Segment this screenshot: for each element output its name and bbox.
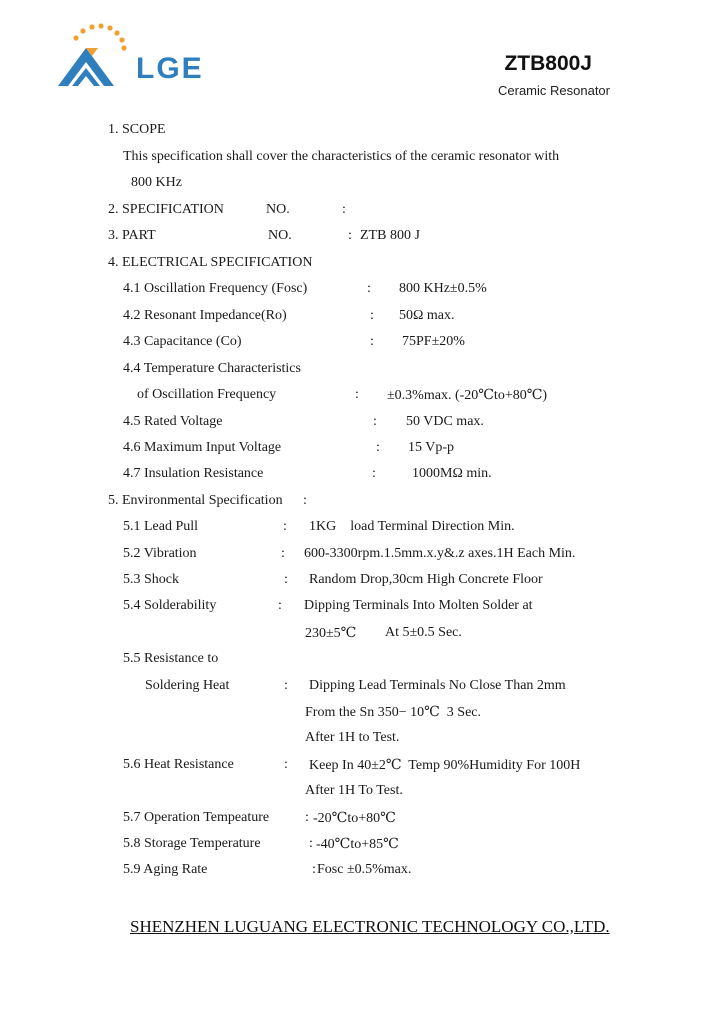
env-row-value: Keep In 40±2℃ Temp 90%Humidity For 100H: [309, 758, 581, 773]
spec-row-colon: :: [373, 414, 377, 429]
env-row-value: 600-3300rpm.1.5mm.x.y&.z axes.1H Each Min.: [304, 546, 576, 561]
environmental-colon: :: [303, 493, 307, 508]
spec-label: 2. SPECIFICATION: [108, 202, 224, 217]
env-row-label: 5.5 Resistance to: [123, 651, 219, 666]
part-value: ZTB 800 J: [360, 228, 420, 243]
env-row-value: After 1H to Test.: [305, 730, 400, 745]
env-row-colon: :: [312, 862, 316, 877]
spec-row-colon: :: [376, 440, 380, 455]
env-row-label: 5.7 Operation Tempeature: [123, 810, 270, 825]
spec-row-label: 4.2 Resonant Impedance(Ro): [123, 308, 287, 323]
env-row-value: Dipping Terminals Into Molten Solder at: [304, 598, 533, 613]
env-row-label: 5.1 Lead Pull: [123, 519, 199, 534]
env-row-value: After 1H To Test.: [305, 783, 403, 798]
scope-heading: 1. SCOPE: [108, 122, 166, 137]
spec-row-colon: :: [367, 281, 371, 296]
spec-row-colon: :: [355, 387, 359, 402]
part-label: 3. PART: [108, 228, 156, 243]
brand-name: LGE: [136, 52, 204, 85]
spec-row-value: 50 VDC max.: [406, 414, 484, 429]
spec-row-value: 1000MΩ min.: [412, 466, 492, 481]
env-row-colon: :: [278, 598, 282, 613]
env-row-colon: :: [281, 546, 285, 561]
env-row-colon: :: [305, 810, 309, 825]
spec-row-colon: :: [370, 334, 374, 349]
spec-row-value: 800 KHz±0.5%: [399, 281, 487, 296]
env-row-value: -20℃to+80℃: [313, 811, 396, 826]
scope-text: 800 KHz: [131, 175, 182, 190]
part-colon: :: [348, 228, 352, 243]
spec-row-value: 50Ω max.: [399, 308, 455, 323]
env-row-value: Fosc ±0.5%max.: [317, 862, 412, 877]
env-row-label: 5.4 Solderability: [123, 598, 217, 613]
company-footer: SHENZHEN LUGUANG ELECTRONIC TECHNOLOGY CO.,LTD.: [130, 917, 610, 936]
spec-no: NO.: [266, 202, 290, 217]
env-row-label: Soldering Heat: [145, 678, 230, 693]
env-row-colon: :: [283, 519, 287, 534]
env-row-label: 5.8 Storage Temperature: [123, 836, 261, 851]
product-code: ZTB800J: [504, 52, 592, 75]
env-row-colon: :: [309, 836, 313, 851]
spec-row-colon: :: [370, 308, 374, 323]
spec-row-value: ±0.3%max. (-20℃to+80℃): [387, 388, 548, 403]
electrical-heading: 4. ELECTRICAL SPECIFICATION: [108, 255, 313, 270]
env-row-value: From the Sn 350− 10℃ 3 Sec.: [305, 705, 481, 720]
env-row-colon: :: [284, 757, 288, 772]
scope-text: This specification shall cover the characteristics of the ceramic resonator with: [123, 149, 560, 164]
spec-row-colon: :: [372, 466, 376, 481]
env-row-label: 5.3 Shock: [123, 572, 179, 587]
env-row-colon: :: [284, 572, 288, 587]
product-subtitle: Ceramic Resonator: [498, 83, 610, 98]
sun-dots: [73, 23, 126, 50]
spec-row-value: 15 Vp-p: [408, 440, 455, 455]
env-row-value: 230±5℃: [305, 626, 357, 641]
env-row-label: 5.9 Aging Rate: [123, 862, 208, 877]
env-row-value: 1KG load Terminal Direction Min.: [309, 519, 515, 534]
spec-row-label: 4.4 Temperature Characteristics: [123, 361, 301, 376]
environmental-heading: 5. Environmental Specification: [108, 493, 283, 508]
spec-row-label: of Oscillation Frequency: [137, 387, 277, 402]
env-row-label: 5.2 Vibration: [123, 546, 197, 561]
env-row-colon: :: [284, 678, 288, 693]
env-row-value: Dipping Lead Terminals No Close Than 2mm: [309, 678, 566, 693]
spec-row-value: 75PF±20%: [402, 334, 465, 349]
spec-row-label: 4.5 Rated Voltage: [123, 414, 223, 429]
spec-row-label: 4.1 Oscillation Frequency (Fosc): [123, 281, 308, 296]
spec-row-label: 4.6 Maximum Input Voltage: [123, 440, 282, 455]
spec-row-label: 4.7 Insulation Resistance: [123, 466, 264, 481]
part-no: NO.: [268, 228, 292, 243]
mountain-mark: [58, 48, 114, 86]
spec-row-label: 4.3 Capacitance (Co): [123, 334, 242, 349]
env-row-label: 5.6 Heat Resistance: [123, 757, 234, 772]
spec-colon: :: [342, 202, 346, 217]
env-row-value: -40℃to+85℃: [316, 837, 399, 852]
env-row-value: Random Drop,30cm High Concrete Floor: [309, 572, 543, 587]
env-row-value: At 5±0.5 Sec.: [385, 625, 462, 640]
